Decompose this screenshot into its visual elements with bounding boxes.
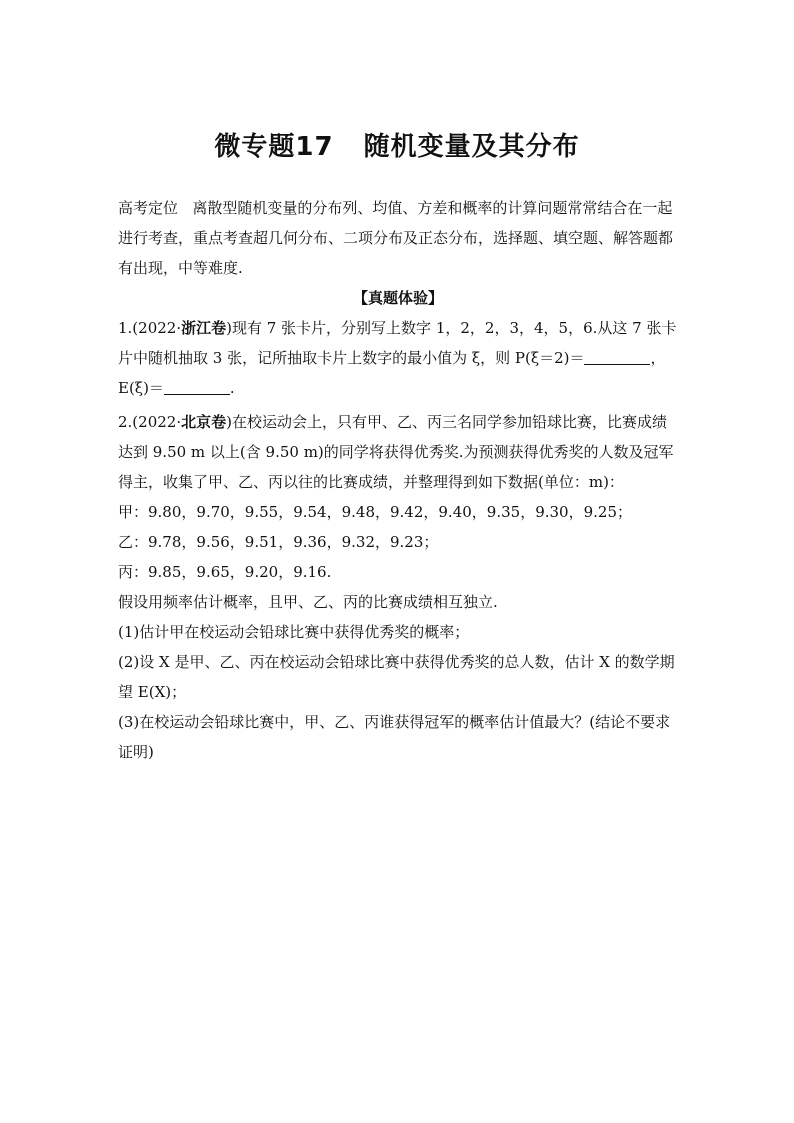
q2-data-bing: 丙：9.85，9.65，9.20，9.16. — [118, 563, 332, 581]
page-title — [0, 126, 794, 163]
q2-source: 北京卷 — [181, 413, 227, 431]
intro-text: 离散型随机变量的分布列、均值、方差和概率的计算问题常常结合在一起进行考查，重点考查超几何分布、二项分布及正态分布，选择题、填空题、解答题都有出现，中等难度. — [118, 199, 674, 277]
q1-blank-1 — [584, 348, 650, 365]
q2-assumption: 假设用频率估计概率，且甲、乙、丙的比赛成绩相互独立. — [118, 593, 498, 611]
q2-subquestion-2: (2)设 X 是甲、乙、丙在校运动会铅球比赛中获得优秀奖的总人数，估计 X 的数学期望 E(X)； — [118, 653, 675, 701]
question-1 — [118, 313, 678, 403]
intro-paragraph — [118, 193, 678, 283]
intro-label: 高考定位 — [118, 199, 179, 217]
q2-text: )在校运动会上，只有甲、乙、丙三名同学参加铅球比赛，比赛成绩达到 9.50 m 以上(含 9.50 m)的同学将获得优秀奖.为预测获得优秀奖的人数及冠军得主，收集了甲、乙、丙以往的比赛成绩，并整理得到如下数据(单位：m)： — [118, 413, 674, 491]
q1-source: 浙江卷 — [181, 319, 227, 337]
q1-prefix: 1.(2022· — [118, 319, 182, 337]
q2-data-yi: 乙：9.78，9.56，9.51，9.36，9.32，9.23； — [118, 533, 439, 551]
q2-prefix: 2.(2022· — [118, 413, 182, 431]
question-2 — [118, 407, 678, 497]
q1-blank-2 — [164, 378, 230, 395]
q1-text-2: E(ξ)＝ — [118, 379, 164, 397]
q1-end: . — [229, 379, 235, 397]
q2-data-jia: 甲：9.80，9.70，9.55，9.54，9.48，9.42，9.40，9.35，9.30，9.25； — [118, 503, 632, 521]
content-body — [118, 193, 678, 767]
q2-subquestion-1: (1)估计甲在校运动会铅球比赛中获得优秀奖的概率； — [118, 623, 470, 641]
title-topic-number: 微专题17 — [214, 132, 334, 162]
q1-text: )现有 7 张卡片，分别写上数字 1，2，2，3，4，5，6.从这 7 张卡片中随机抽取 3 张，记所抽取卡片上数字的最小值为 ξ，则 P(ξ＝2)＝ — [118, 319, 677, 367]
q1-separator: ， — [650, 349, 666, 367]
title-topic-name: 随机变量及其分布 — [363, 132, 580, 162]
q2-subquestion-3: (3)在校运动会铅球比赛中，甲、乙、丙谁获得冠军的概率估计值最大？(结论不要求证明) — [118, 713, 671, 761]
section-heading: 【真题体验】 — [352, 289, 443, 307]
